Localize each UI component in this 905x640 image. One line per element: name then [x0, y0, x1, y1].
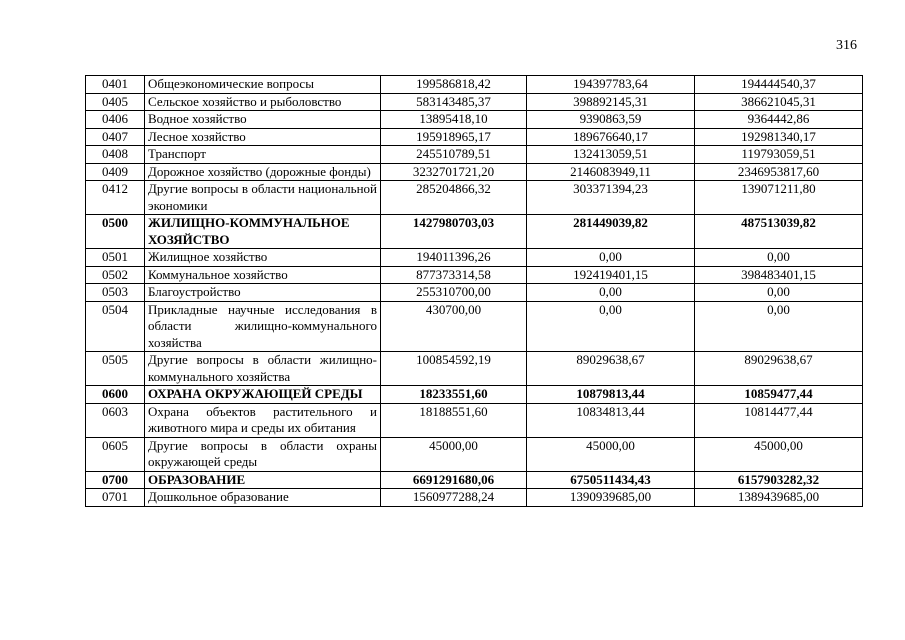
row-value-cell: 89029638,67 — [527, 352, 695, 386]
row-value-cell: 398483401,15 — [695, 266, 863, 284]
budget-table-body — [86, 76, 863, 507]
row-name-cell: Водное хозяйство — [145, 111, 381, 129]
row-value-cell: 199586818,42 — [381, 76, 527, 94]
row-code-cell: 0409 — [86, 163, 145, 181]
row-value-cell: 583143485,37 — [381, 93, 527, 111]
row-name-cell: Коммунальное хозяйство — [145, 266, 381, 284]
row-code-cell: 0501 — [86, 249, 145, 267]
row-name-cell: Прикладные научные исследования в области жилищно-коммунального хозяйства — [145, 301, 381, 352]
row-name-cell: Транспорт — [145, 146, 381, 164]
row-value-cell: 9390863,59 — [527, 111, 695, 129]
row-value-cell: 303371394,23 — [527, 181, 695, 215]
row-code-cell: 0503 — [86, 284, 145, 302]
row-value-cell: 0,00 — [527, 284, 695, 302]
row-value-cell: 3232701721,20 — [381, 163, 527, 181]
table-row — [86, 403, 863, 437]
table-row — [86, 181, 863, 215]
page-number: 316 — [836, 38, 857, 53]
table-row — [86, 301, 863, 352]
row-code-cell: 0408 — [86, 146, 145, 164]
row-name-cell: ОБРАЗОВАНИЕ — [145, 471, 381, 489]
table-row — [86, 352, 863, 386]
row-code-cell: 0500 — [86, 215, 145, 249]
table-row — [86, 128, 863, 146]
row-code-cell: 0700 — [86, 471, 145, 489]
row-name-cell: Охрана объектов растительного и животного мира и среды их обитания — [145, 403, 381, 437]
row-value-cell: 877373314,58 — [381, 266, 527, 284]
row-name-cell: Дорожное хозяйство (дорожные фонды) — [145, 163, 381, 181]
row-name-cell: Другие вопросы в области охраны окружающей среды — [145, 437, 381, 471]
row-value-cell: 2146083949,11 — [527, 163, 695, 181]
row-value-cell: 1390939685,00 — [527, 489, 695, 507]
table-row — [86, 284, 863, 302]
row-value-cell: 194444540,37 — [695, 76, 863, 94]
row-code-cell: 0605 — [86, 437, 145, 471]
row-value-cell: 255310700,00 — [381, 284, 527, 302]
row-value-cell: 10879813,44 — [527, 386, 695, 404]
row-code-cell: 0412 — [86, 181, 145, 215]
budget-table — [85, 75, 863, 507]
table-row — [86, 76, 863, 94]
row-value-cell: 1560977288,24 — [381, 489, 527, 507]
row-value-cell: 430700,00 — [381, 301, 527, 352]
row-value-cell: 1427980703,03 — [381, 215, 527, 249]
table-row — [86, 93, 863, 111]
row-value-cell: 386621045,31 — [695, 93, 863, 111]
row-value-cell: 10859477,44 — [695, 386, 863, 404]
row-code-cell: 0603 — [86, 403, 145, 437]
table-row — [86, 163, 863, 181]
row-value-cell: 13895418,10 — [381, 111, 527, 129]
table-row — [86, 215, 863, 249]
row-name-cell: Дошкольное образование — [145, 489, 381, 507]
table-row — [86, 249, 863, 267]
row-value-cell: 18233551,60 — [381, 386, 527, 404]
row-name-cell: Другие вопросы в области жилищно-коммунального хозяйства — [145, 352, 381, 386]
table-row — [86, 386, 863, 404]
row-value-cell: 0,00 — [695, 301, 863, 352]
table-row — [86, 146, 863, 164]
row-value-cell: 189676640,17 — [527, 128, 695, 146]
row-name-cell: Благоустройство — [145, 284, 381, 302]
row-value-cell: 1389439685,00 — [695, 489, 863, 507]
row-value-cell: 45000,00 — [527, 437, 695, 471]
row-code-cell: 0701 — [86, 489, 145, 507]
row-value-cell: 6750511434,43 — [527, 471, 695, 489]
row-value-cell: 194011396,26 — [381, 249, 527, 267]
row-name-cell: Другие вопросы в области национальной экономики — [145, 181, 381, 215]
row-value-cell: 487513039,82 — [695, 215, 863, 249]
row-name-cell: ОХРАНА ОКРУЖАЮЩЕЙ СРЕДЫ — [145, 386, 381, 404]
row-value-cell: 18188551,60 — [381, 403, 527, 437]
row-value-cell: 2346953817,60 — [695, 163, 863, 181]
row-value-cell: 194397783,64 — [527, 76, 695, 94]
row-code-cell: 0406 — [86, 111, 145, 129]
row-value-cell: 132413059,51 — [527, 146, 695, 164]
row-value-cell: 192419401,15 — [527, 266, 695, 284]
row-value-cell: 285204866,32 — [381, 181, 527, 215]
row-name-cell: ЖИЛИЩНО-КОММУНАЛЬНОЕ ХОЗЯЙСТВО — [145, 215, 381, 249]
row-name-cell: Общеэкономические вопросы — [145, 76, 381, 94]
row-code-cell: 0405 — [86, 93, 145, 111]
row-code-cell: 0504 — [86, 301, 145, 352]
row-value-cell: 195918965,17 — [381, 128, 527, 146]
table-row — [86, 111, 863, 129]
row-value-cell: 192981340,17 — [695, 128, 863, 146]
row-value-cell: 281449039,82 — [527, 215, 695, 249]
row-value-cell: 45000,00 — [695, 437, 863, 471]
row-value-cell: 0,00 — [695, 284, 863, 302]
row-code-cell: 0407 — [86, 128, 145, 146]
row-value-cell: 100854592,19 — [381, 352, 527, 386]
row-value-cell: 10834813,44 — [527, 403, 695, 437]
row-value-cell: 45000,00 — [381, 437, 527, 471]
row-value-cell: 0,00 — [695, 249, 863, 267]
row-value-cell: 6691291680,06 — [381, 471, 527, 489]
table-row — [86, 266, 863, 284]
table-row — [86, 471, 863, 489]
row-value-cell: 0,00 — [527, 301, 695, 352]
row-name-cell: Сельское хозяйство и рыболовство — [145, 93, 381, 111]
row-value-cell: 6157903282,32 — [695, 471, 863, 489]
row-value-cell: 139071211,80 — [695, 181, 863, 215]
row-value-cell: 398892145,31 — [527, 93, 695, 111]
row-code-cell: 0401 — [86, 76, 145, 94]
row-code-cell: 0600 — [86, 386, 145, 404]
row-value-cell: 0,00 — [527, 249, 695, 267]
table-row — [86, 437, 863, 471]
row-name-cell: Жилищное хозяйство — [145, 249, 381, 267]
row-code-cell: 0502 — [86, 266, 145, 284]
row-value-cell: 10814477,44 — [695, 403, 863, 437]
row-value-cell: 9364442,86 — [695, 111, 863, 129]
row-name-cell: Лесное хозяйство — [145, 128, 381, 146]
row-value-cell: 245510789,51 — [381, 146, 527, 164]
row-code-cell: 0505 — [86, 352, 145, 386]
row-value-cell: 89029638,67 — [695, 352, 863, 386]
row-value-cell: 119793059,51 — [695, 146, 863, 164]
table-row — [86, 489, 863, 507]
